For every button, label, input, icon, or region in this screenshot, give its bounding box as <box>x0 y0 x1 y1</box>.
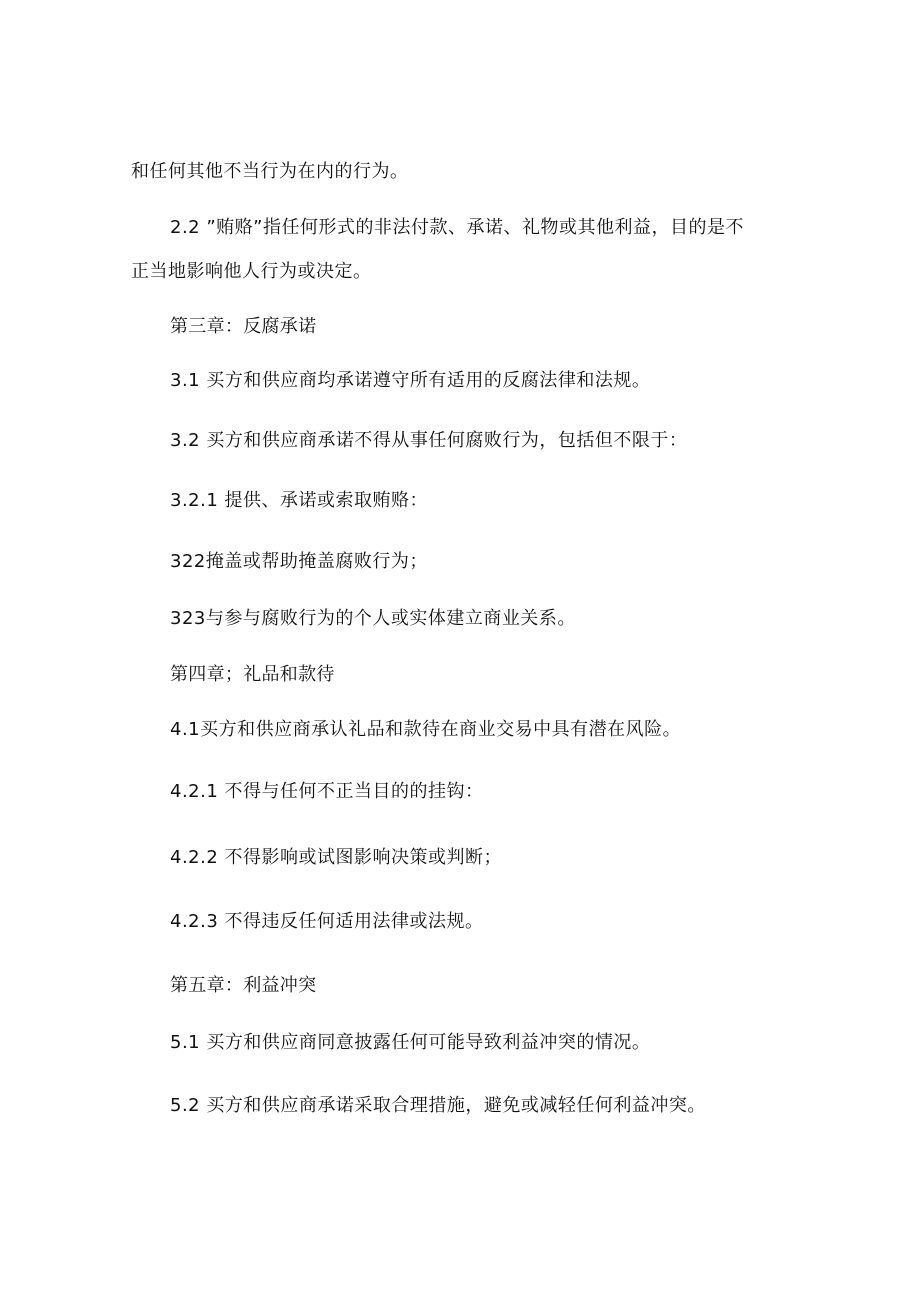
clause-3-2-2: 322掩盖或帮助掩盖腐败行为； <box>170 551 428 572</box>
clause-3-2-1: 3.2.1 提供、承诺或索取贿赂： <box>170 490 429 511</box>
clause-3-1: 3.1 买方和供应商均承诺遵守所有适用的反腐法律和法规。 <box>170 370 651 391</box>
clause-5-2: 5.2 买方和供应商承诺采取合理措施，避免或减轻任何利益冲突。 <box>170 1095 706 1116</box>
clause-3-2: 3.2 买方和供应商承诺不得从事任何腐败行为，包括但不限于： <box>170 430 688 451</box>
clause-4-2-1: 4.2.1 不得与任何不正当目的的挂钩： <box>170 781 484 802</box>
clause-2-2-continuation: 正当地影响他人行为或决定。 <box>131 261 372 282</box>
chapter-5-heading: 第五章：利益冲突 <box>170 975 317 996</box>
clause-2-2: 2.2 ”贿赂”指任何形式的非法付款、承诺、礼物或其他利益，目的是不 <box>170 217 744 238</box>
chapter-3-heading: 第三章：反腐承诺 <box>170 316 317 337</box>
chapter-4-heading: 第四章；礼品和款待 <box>170 664 335 685</box>
clause-5-1: 5.1 买方和供应商同意披露任何可能导致利益冲突的情况。 <box>170 1032 651 1053</box>
clause-4-1: 4.1买方和供应商承认礼品和款待在商业交易中具有潜在风险。 <box>170 719 682 740</box>
clause-4-2-3: 4.2.3 不得违反任何适用法律或法规。 <box>170 911 484 932</box>
clause-3-2-3: 323与参与腐败行为的个人或实体建立商业关系。 <box>170 608 576 629</box>
clause-4-2-2: 4.2.2 不得影响或试图影响决策或判断； <box>170 847 503 868</box>
paragraph-continuation: 和任何其他不当行为在内的行为。 <box>131 161 409 182</box>
